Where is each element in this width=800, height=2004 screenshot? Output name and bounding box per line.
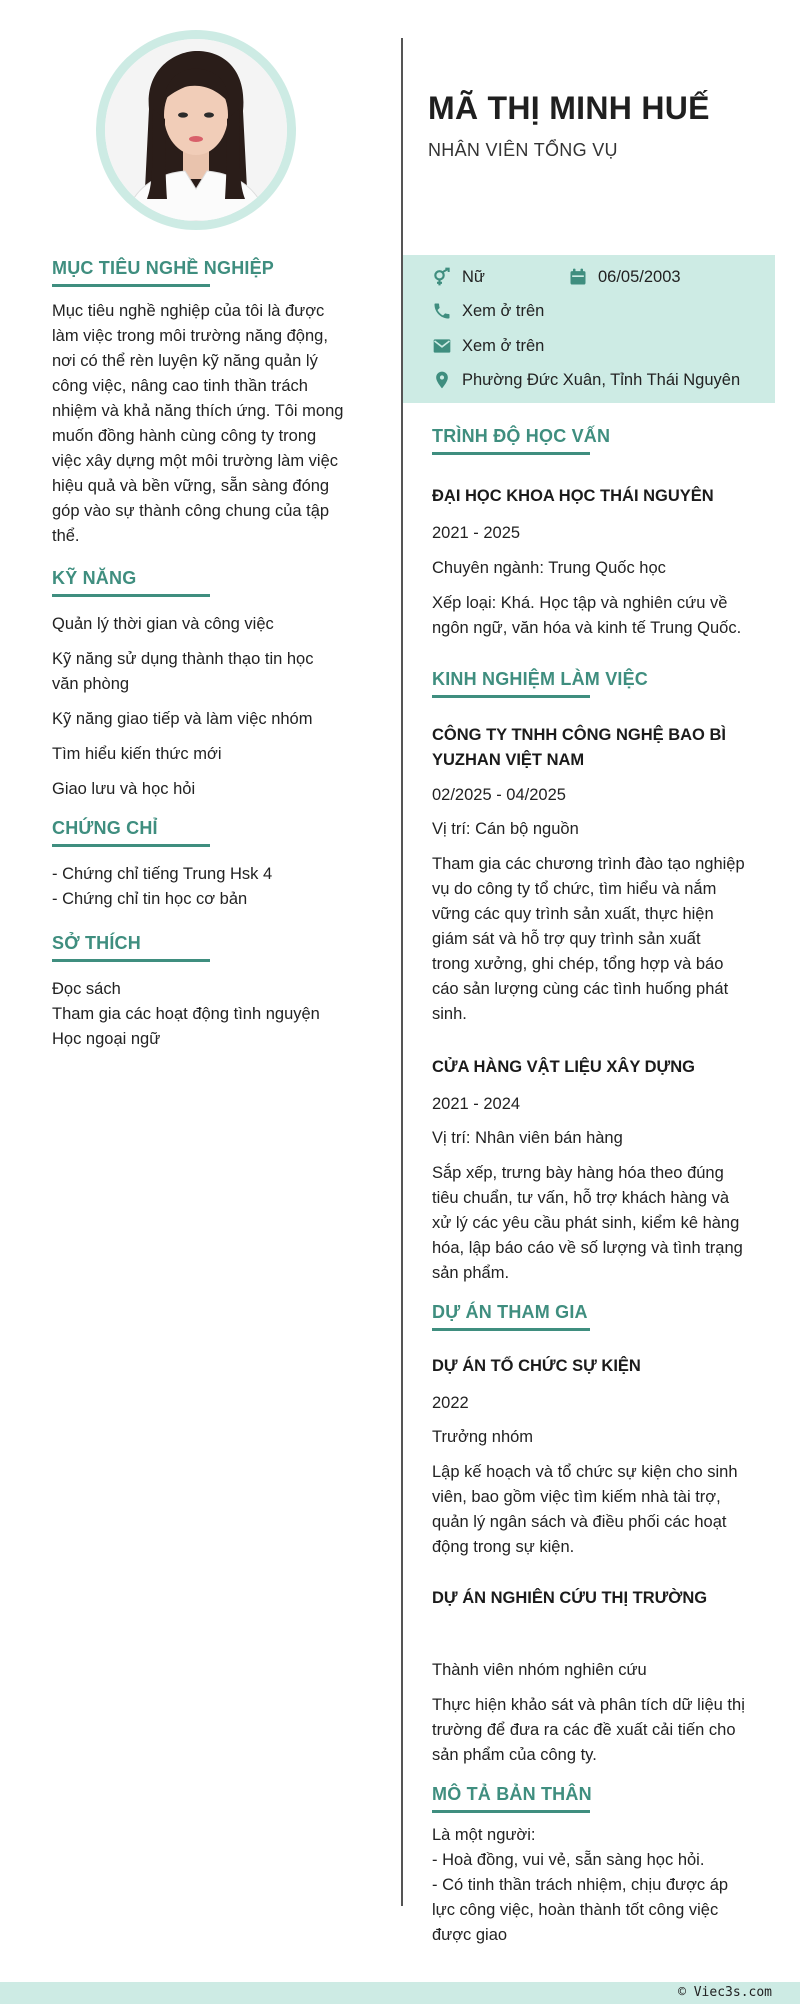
hobby-item: Đọc sách [52,980,121,998]
about-line: Là một người: [432,1826,536,1844]
education-line: Xếp loại: Khá. Học tập và nghiên cứu về [432,594,728,612]
experience-section [432,669,648,694]
skill-item: văn phòng [52,675,130,693]
project-line: Thực hiện khảo sát và phân tích dữ liệu thị [432,1696,745,1714]
education-section [432,426,610,451]
about-line: - Có tinh thần trách nhiệm, chịu được áp [432,1876,729,1894]
phone-value: Xem ở trên [462,301,545,320]
avatar-photo [105,39,287,221]
project-name: DỰ ÁN TỔ CHỨC SỰ KIỆN [432,1357,641,1375]
birthday-value: 06/05/2003 [598,267,681,286]
skills-section [52,568,136,593]
objective-line: góp vào sự thành công chung của tập [52,502,330,520]
avatar [105,39,287,221]
certificates-section [52,818,158,843]
about-body [432,1823,762,1948]
job-line: trong xưởng, ghi chép, tổng hợp và báo [432,955,724,973]
job-line: xử lý các yêu cầu phát sinh, kiểm kê hàng [432,1214,740,1232]
projects-title: DỰ ÁN THAM GIA [432,1302,588,1327]
education-body [432,484,762,641]
objective-line: thể. [52,527,80,545]
about-line: lực công việc, hoàn thành tốt công việc [432,1901,719,1919]
job-period: 02/2025 - 04/2025 [432,786,566,804]
job-1 [432,723,762,1027]
skill-item: Kỹ năng giao tiếp và làm việc nhóm [52,710,313,728]
objective-line: công việc, nâng cao tinh thần trách [52,377,308,395]
contact-phone [432,301,544,321]
project-year [432,1623,762,1648]
job-position: Vị trí: Cán bộ nguồn [432,820,579,838]
project-1 [432,1354,762,1560]
objective-line: nhiệm và khả năng thích ứng. Tôi mong [52,402,344,420]
job-line: Tham gia các chương trình đào tạo nghiệp [432,855,745,873]
phone-icon [432,301,452,321]
job-line: hóa, lập báo cáo về số lượng và tình trạng [432,1239,743,1257]
objective-text [52,299,352,549]
job-line: Sắp xếp, trưng bày hàng hóa theo đúng [432,1164,724,1182]
profile-role: NHÂN VIÊN TỔNG VỤ [428,140,618,160]
objective-line: làm việc trong môi trường năng động, [52,327,328,345]
envelope-icon [432,336,452,356]
hobbies-list [52,977,352,1052]
skill-item: Kỹ năng sử dụng thành thạo tin học [52,650,314,668]
job-company: YUZHAN VIỆT NAM [432,751,585,769]
contact-gender [432,267,485,287]
hobbies-section [52,933,141,958]
education-line: ngôn ngữ, văn hóa và kinh tế Trung Quốc. [432,619,742,637]
objective-line: việc xây dựng một môi trường làm việc [52,452,339,470]
projects-section [432,1302,588,1327]
contact-email [432,336,544,356]
about-title: MÔ TẢ BẢN THÂN [432,1784,592,1809]
project-year: 2022 [432,1394,469,1412]
about-section [432,1784,592,1809]
certificate-item: - Chứng chỉ tin học cơ bản [52,890,248,908]
profile-name: MÃ THỊ MINH HUẾ [428,90,710,126]
school-name: ĐẠI HỌC KHOA HỌC THÁI NGUYÊN [432,487,714,505]
location-pin-icon [432,370,452,390]
job-company: CÔNG TY TNHH CÔNG NGHỆ BAO BÌ [432,726,726,744]
project-2 [432,1586,762,1768]
skill-item: Tìm hiểu kiến thức mới [52,745,222,763]
objective-title: MỤC TIÊU NGHỀ NGHIỆP [52,258,274,283]
project-role: Thành viên nhóm nghiên cứu [432,1661,647,1679]
job-line: giám sát và hỗ trợ quy trình sản xuất [432,930,701,948]
job-line: vụ do công ty tổ chức, tìm hiểu và nắm [432,880,717,898]
skill-item: Giao lưu và học hỏi [52,780,196,798]
hobbies-title: SỞ THÍCH [52,933,141,958]
project-line: động trong sự kiện. [432,1538,575,1556]
job-2 [432,1055,762,1286]
job-position: Vị trí: Nhân viên bán hàng [432,1129,623,1147]
project-line: quản lý ngân sách và điều phối các hoạt [432,1513,727,1531]
address-value: Phường Đức Xuân, Tỉnh Thái Nguyên [462,370,741,389]
hobby-item: Học ngoại ngữ [52,1030,161,1048]
experience-title: KINH NGHIỆM LÀM VIỆC [432,669,648,694]
skills-list [52,612,352,802]
job-company: CỬA HÀNG VẬT LIỆU XÂY DỰNG [432,1058,695,1076]
email-value: Xem ở trên [462,336,545,355]
gender-icon [432,267,452,287]
contact-address [432,370,740,390]
about-line: được giao [432,1926,508,1944]
objective-line: muốn đồng hành cùng công ty trong [52,427,317,445]
project-line: viên, bao gồm việc tìm kiếm nhà tài trợ, [432,1488,721,1506]
job-period: 2021 - 2024 [432,1095,521,1113]
project-line: trường để đưa ra các đề xuất cải tiến cho [432,1721,736,1739]
education-major: Chuyên ngành: Trung Quốc học [432,559,666,577]
job-line: vững các quy trình sản xuất, thực hiện [432,905,714,923]
avatar-ring [96,30,296,230]
footer-copyright[interactable]: © Viec3s.com [678,1985,772,2000]
job-line: tiêu chuẩn, tư vấn, hỗ trợ khách hàng và [432,1189,730,1207]
skills-title: KỸ NĂNG [52,568,136,593]
hobby-item: Tham gia các hoạt động tình nguyện [52,1005,320,1023]
objective-line: Mục tiêu nghề nghiệp của tôi là được [52,302,325,320]
job-line: sản phẩm. [432,1264,510,1282]
gender-value: Nữ [462,267,485,286]
job-line: sinh. [432,1005,467,1023]
contact-birthday [568,267,681,287]
education-period: 2021 - 2025 [432,524,521,542]
project-line: Lập kế hoạch và tổ chức sự kiện cho sinh [432,1463,738,1481]
footer-bar [0,1982,800,2004]
skill-item: Quản lý thời gian và công việc [52,615,274,633]
project-line: sản phẩm của công ty. [432,1746,597,1764]
certificates-title: CHỨNG CHỈ [52,818,158,843]
objective-line: hiệu quả và bền vững, sẵn sàng đóng [52,477,330,495]
about-line: - Hoà đồng, vui vẻ, sẵn sàng học hỏi. [432,1851,705,1869]
objective-section [52,258,274,283]
education-title: TRÌNH ĐỘ HỌC VẤN [432,426,610,451]
certificates-list [52,862,352,912]
objective-line: nơi có thể rèn luyện kỹ năng quản lý [52,352,318,370]
certificate-item: - Chứng chỉ tiếng Trung Hsk 4 [52,865,273,883]
job-line: cáo sản lượng cùng các tình huống phát [432,980,729,998]
calendar-icon [568,267,588,287]
project-role: Trưởng nhóm [432,1428,534,1446]
project-name: DỰ ÁN NGHIÊN CỨU THỊ TRƯỜNG [432,1589,708,1607]
